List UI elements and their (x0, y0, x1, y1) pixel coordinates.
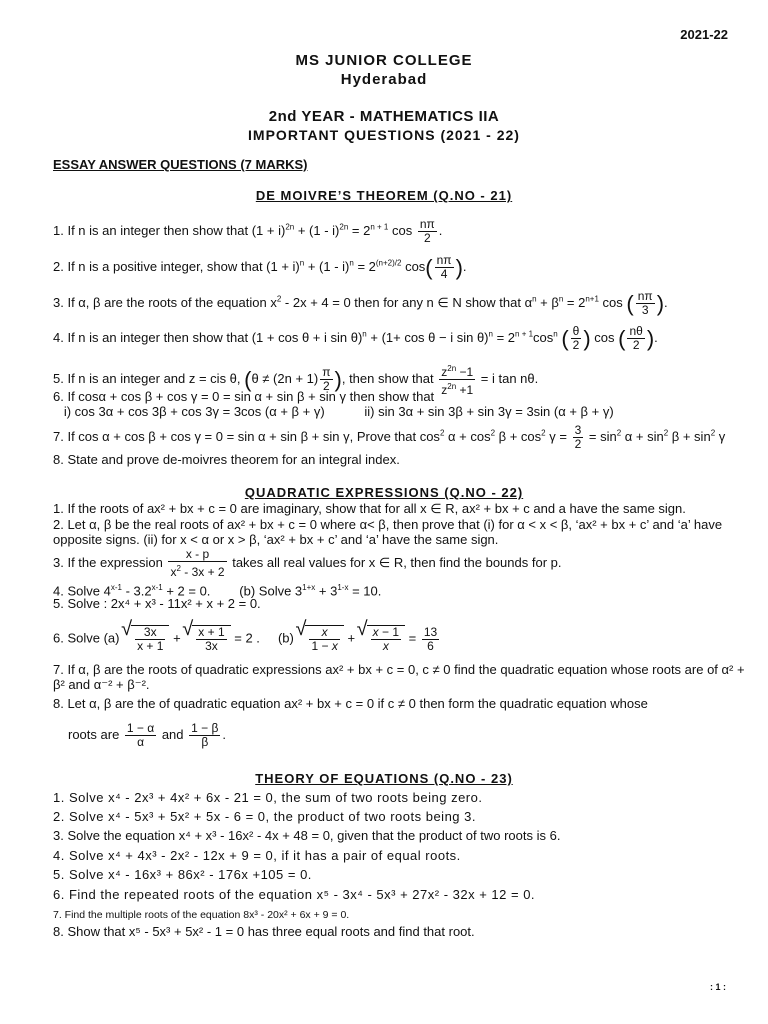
question-qe-2: 2. Let α, β be the real roots of ax² + bx + c = 0 where α< β, then prove that (i) for α < x < β, ‘ax² + bx + c’ and ‘a’ have opposite signs. (ii) for x < α or x > β, ‘ax² + bx + c’ and ‘a’ have the same sign. (53, 517, 723, 547)
question-dm-7: 7. If cos α + cos β + cos γ = 0 = sin α + sin β + sin γ, Prove that $\cos^2 \alpha + \cos^2 \beta + \cos^2 \gamma$ = $\frac{3}{2}$ = $\sin^2 \alpha + \sin^2 \beta + \sin^2 \gamma$ (53, 423, 726, 451)
section-heading-demoivre: DE MOIVRE’S THEOREM (Q.NO - 21) (255, 188, 513, 203)
question-dm-3: 3. If α, β are the roots of the equation $x^2 - 2x + 4 = 0$ then for any n ∈ N show that $\alpha^n + \beta^n = 2^{n+1}$ cos ( $\frac{n\pi}{3}$ ). (53, 289, 668, 317)
page-number: : 1 : (709, 982, 726, 992)
college-city: Hyderabad (340, 71, 428, 88)
question-dm-1: 1. If n is an integer then show that $(1 + i)^{2n} + (1 - i)^{2n} = 2^{n + 1}$ cos $\frac{n\pi}{2}$ . (53, 217, 443, 245)
year-label: 2021-22 (680, 27, 728, 42)
question-te-8: 8. Show that x⁵ - 5x³ + 5x² - 1 = 0 has three equal roots and find that root. (53, 924, 475, 939)
question-te-6: 6. Find the repeated roots of the equation x⁵ - 3x⁴ - 5x³ + 27x² - 32x + 12 = 0. (53, 887, 536, 902)
question-qe-5: 5. Solve : 2x⁴ + x³ - 11x² + x + 2 = 0. (53, 596, 261, 611)
question-te-7: 7. Find the multiple roots of the equation 8x³ - 20x² + 6x + 9 = 0. (53, 909, 350, 921)
question-qe-7: 7. If α, β are the roots of quadratic expressions ax² + bx + c = 0, c ≠ 0 find the quadratic equation whose roots are of α² + β² and α⁻² + β⁻². (53, 662, 745, 692)
question-dm-8: 8. State and prove de-moivres theorem for an integral index. (53, 452, 400, 467)
question-dm-5: 5. If n is an integer and z = cis θ, (θ ≠ (2n + 1) $\frac{\pi}{2}$ ), then show that $\frac{z^{2n} -1}{z^{2n} +1}$ = i tan nθ. (53, 364, 539, 397)
document-title: IMPORTANT QUESTIONS (2021 - 22) (248, 127, 520, 143)
college-name: MS JUNIOR COLLEGE (295, 52, 473, 69)
question-dm-4: 4. If n is an integer then show that (1 + cos θ + i sin θ)$^n$ + (1+ cos θ − i $\sin \theta)^n = 2^{n + 1}\cos^n$ ( $\frac{\theta}{2}$ ) cos ( $\frac{n\theta}{2}$ ). (53, 324, 658, 352)
question-qe-4: 4. Solve $4^{x-1} - 3.2^{x-1} + 2 = 0$. (b) Solve $3^{1+x} + 3^{1-x} = 10$. (53, 583, 382, 599)
question-qe-1: 1. If the roots of ax² + bx + c = 0 are imaginary, show that for all x ∈ R, ax² + bx + c and a have the same sign. (53, 501, 686, 516)
subject-title: 2nd YEAR - MATHEMATICS IIA (268, 108, 500, 125)
section-heading-quadratic: QUADRATIC EXPRESSIONS (Q.NO - 22) (244, 485, 524, 500)
essay-heading: ESSAY ANSWER QUESTIONS (7 MARKS) (53, 157, 308, 172)
question-te-4: 4. Solve x⁴ + 4x³ - 2x² - 12x + 9 = 0, if it has a pair of equal roots. (53, 848, 461, 863)
question-te-1: 1. Solve x⁴ - 2x³ + 4x² + 6x - 21 = 0, the sum of two roots being zero. (53, 790, 483, 805)
question-dm-6: 6. If cosα + cos β + cos γ = 0 = sin α + sin β + sin γ then show that i) cos 3α + cos 3β + cos 3γ = 3cos (α + β + γ) ii) sin 3α + sin 3β + sin 3γ = 3sin (α + β + γ) (53, 389, 614, 419)
question-te-3: 3. Solve the equation x⁴ + x³ - 16x² - 4x + 48 = 0, given that the product of two roots is 6. (53, 828, 561, 843)
question-qe-6: 6. Solve (a) √ $\frac{3x}{x + 1}$ + √ $\frac{x + 1}{3x}$ = 2 . (b) √ $\frac{x}{1 - x}$ + √ $\frac{x - 1}{x}$ = $\frac{13}{6}$ (53, 625, 441, 653)
question-te-5: 5. Solve x⁴ - 16x³ + 86x² - 176x +105 = 0. (53, 867, 312, 882)
question-te-2: 2. Solve x⁴ - 5x³ + 5x² + 5x - 6 = 0, the product of two roots being 3. (53, 809, 476, 824)
question-dm-2: 2. If n is a positive integer, show that $(1 + i)^n + (1 - i)^n = 2^{(n+2)/2}$ cos( $\frac{n\pi}{4}$ ). (53, 253, 467, 281)
question-qe-8-cont: roots are $\frac{1 - \alpha}{\alpha}$ and $\frac{1 - \beta}{\beta}$ . (68, 721, 227, 749)
question-qe-3: 3. If the expression $\frac{x - p}{x^2 - 3x + 2}$ takes all real values for x ∈ R, then find the bounds for p. (53, 547, 562, 579)
question-qe-8: 8. Let α, β are the of quadratic equation ax² + bx + c = 0 if c ≠ 0 then form the quadratic equation whose (53, 696, 648, 711)
section-heading-equations: THEORY OF EQUATIONS (Q.NO - 23) (255, 771, 513, 786)
